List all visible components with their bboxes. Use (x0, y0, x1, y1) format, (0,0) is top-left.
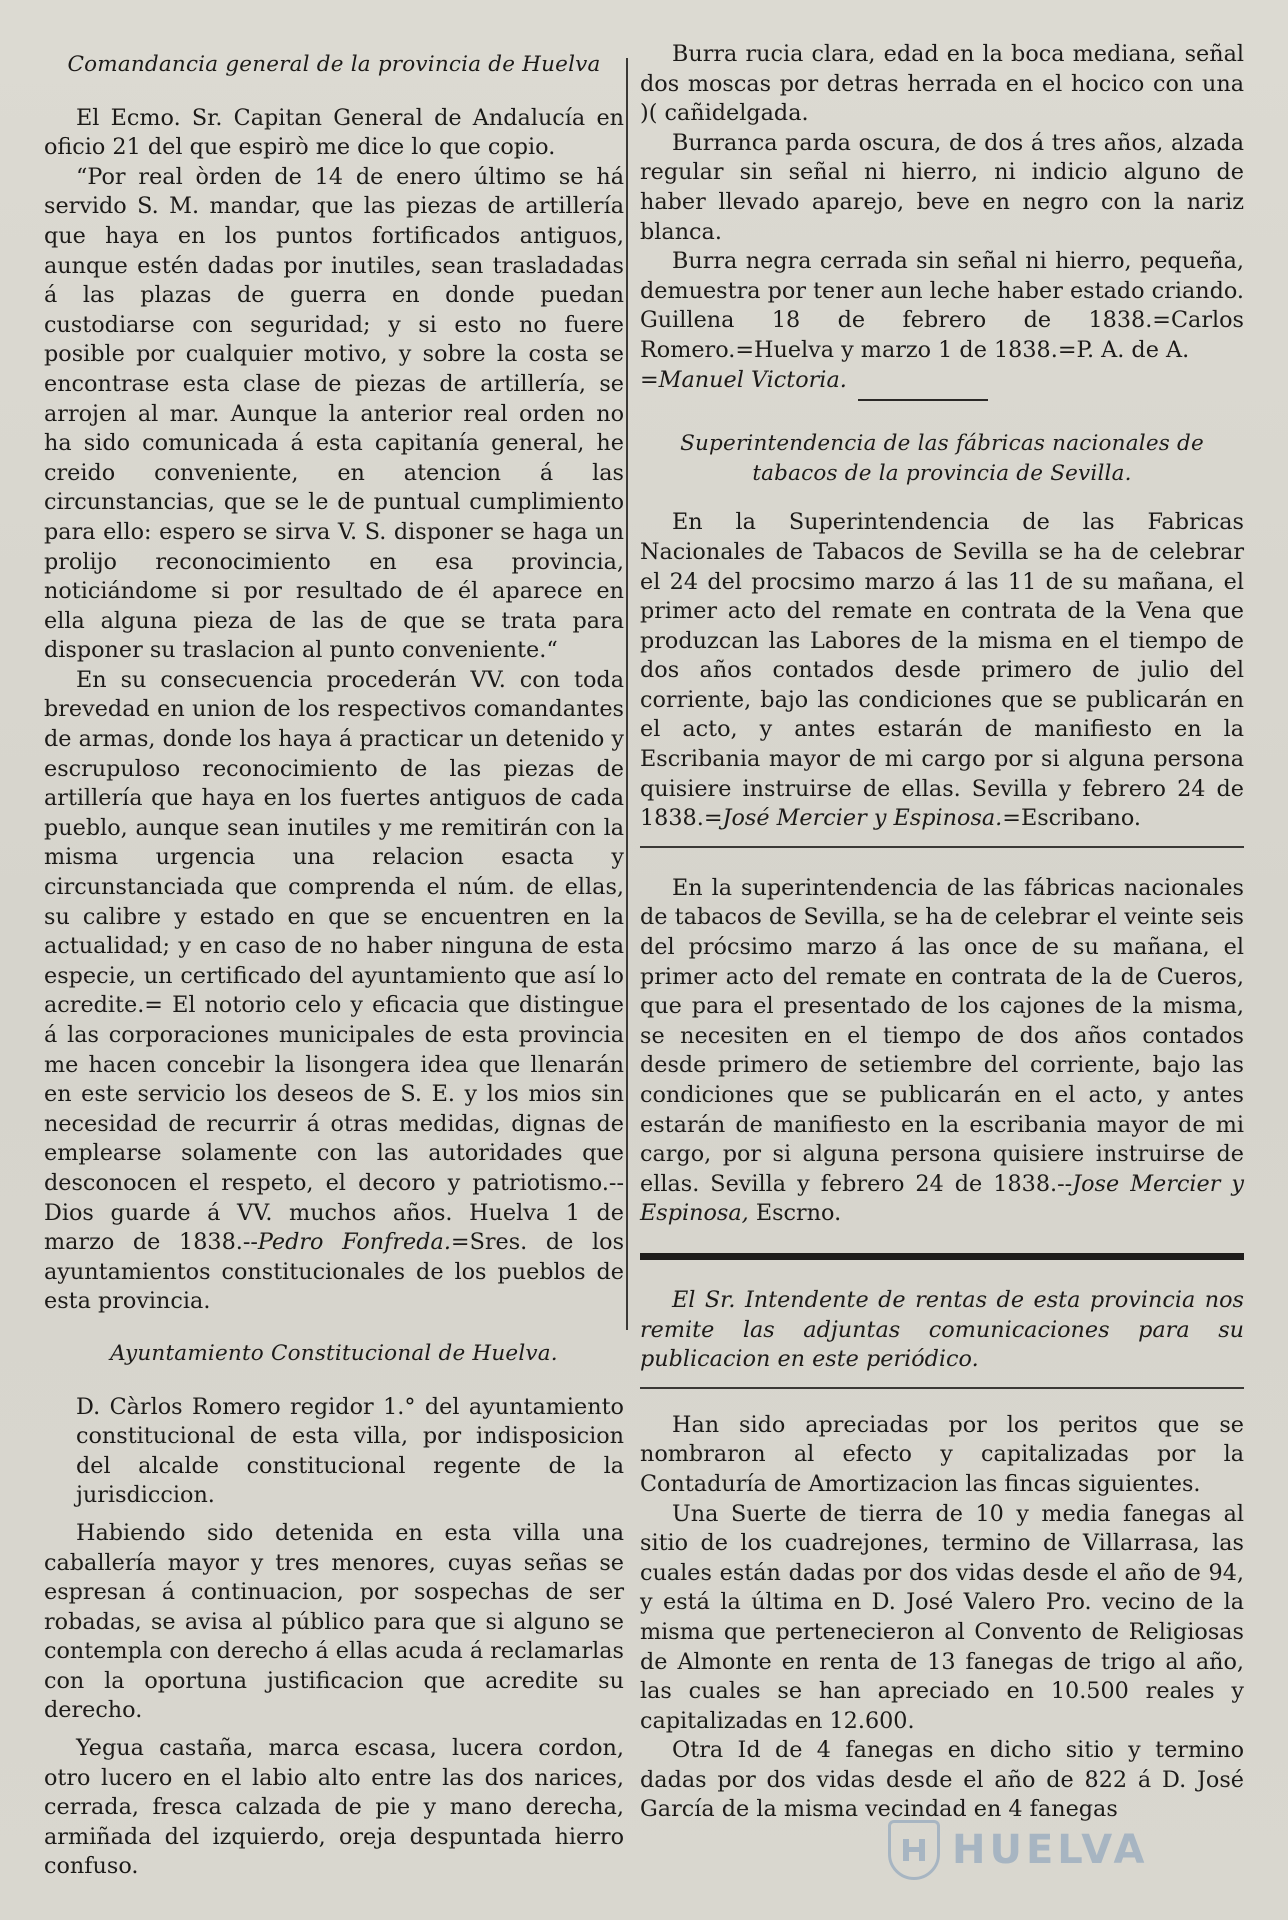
archive-watermark (888, 1820, 1148, 1880)
paragraph (44, 666, 624, 1317)
heading-ayuntamiento: Ayuntamiento Constitucional de Huelva. (110, 1340, 558, 1366)
shield-icon (888, 1820, 940, 1880)
paragraph: Otra Id de 4 fanegas en dicho sitio y termino dadas por dos vidas desde el año de 822 á D. José García de la misma vecindad en 4 fanegas (640, 1737, 1244, 1823)
paragraph (640, 508, 1244, 834)
paragraph-text: =Sres. de los ayuntamientos constitucionales de los pueblos de esta provincia. (44, 1229, 625, 1315)
column-divider (626, 58, 628, 1330)
paragraph: Habiendo sido detenida en esta villa una caballería mayor y tres menores, cuyas señas se espresan á continuacion, por sospechas de ser robadas, se avisa al público para que si alguno se contempla con derecho á ellas acuda á reclamarlas con la oportuna justificacion que acredite su derecho. (44, 1519, 624, 1724)
separator-thick-rule (640, 1253, 1244, 1260)
signature: Pedro Fonfreda. (257, 1229, 451, 1256)
section-tabacos (640, 419, 1244, 848)
left-column (44, 40, 624, 1882)
paragraph: El Ecmo. Sr. Capitan General de Andalucía en oficio 21 del que espirò me dice lo que copio. (44, 104, 624, 161)
watermark-text: HUELVA (952, 1827, 1149, 1873)
separator-rule (858, 399, 988, 401)
paragraph-text: Burra negra cerrada sin señal ni hierro, pequeña, demuestra por tener aun leche haber estado criando. Guillena 18 de febrero de 1838.=Carlos Romero.=Huelva y marzo 1 de 1838.=P. A. de A. (640, 248, 1244, 363)
heading-comandancia: Comandancia general de la provincia de Huelva (67, 52, 601, 77)
signature-line (640, 366, 1244, 396)
paragraph-text: =Escribano. (1002, 805, 1141, 832)
paragraph: Burranca parda oscura, de dos á tres años, alzada regular sin señal ni hierro, ni indicio alguno de haber llevado aparejo, beve en negro con la nariz blanca. (640, 129, 1244, 245)
paragraph (640, 247, 1244, 365)
paragraph-text: En la Superintendencia de las Fabricas Nacionales de Tabacos de Sevilla se ha de celebrar el 24 del procsimo marzo á las 11 de su mañana, el primer acto del remate en contrata de la Vena que produzcan las Labores de la misma en el tiempo de dos años contados desde primero de julio del corriente, bajo las condiciones que se publicarán en el acto, y antes estarán de manifiesto en la Escribania mayor de mi cargo por si alguna persona quisiere instruirse de ellas. Sevilla y febrero 24 de 1838.= (640, 509, 1244, 832)
paragraph-quoted-order: “Por real òrden de 14 de enero último se há servido S. M. mandar, que las piezas de artillería que haya en los puntos fortificados antiguos, aunque estén dadas por inutiles, sean trasladadas á las plazas de guerra en donde puedan custodiarse con seguridad; y si esto no fuere posible por cualquier motivo, y sobre la costa se encontrase esta clase de piezas de artillería, se arrojen al mar. Aunque la anterior real orden no ha sido comunicada á esta capitanía general, he creido conveniente, en atencion á las circunstancias, que se le de puntual cumplimiento para ello: espero se sirva V. S. disponer se haga un prolijo reconocimiento en esa provincia, noticiándome si por resultado de él aparece en ella alguna pieza de las de que se trata para disponer su traslacion al punto conveniente.“ (44, 163, 624, 664)
paragraph: Burra rucia clara, edad en la boca mediana, señal dos moscas por detras herrada en el hocico con una )( cañidelgada. (640, 41, 1244, 127)
paragraph-text: En su consecuencia procederán VV. con toda brevedad en union de los respectivos comandantes de armas, donde los haya á practicar un detenido y escrupuloso reconocimiento de las piezas de artillería que haya en los fuertes antiguos de cada pueblo, aunque sean inutiles y me remitirán con la misma urgencia una relacion esacta y circunstanciada que comprenda el núm. de ellas, su calibre y estado en que se encuentren en la actualidad; y en caso de no haber ninguna de esta especie, un certificado del ayuntamiento que así lo acredite.= El notorio celo y eficacia que distingue á las corporaciones municipales de esta provincia me hacen concebir la lisongera idea que llenarán en este servicio los deseos de S. E. y los mios sin necesidad de recurrir á otras medidas, dignas de emplearse solamente con las autoridades que desconocen el respeto, el decoro y patriotismo.--Dios guarde á VV. muchos años. Huelva 1 de marzo de 1838.-- (44, 666, 624, 1256)
signature: Jose Mercier y Espinosa, (640, 1170, 1244, 1227)
paragraph (640, 874, 1244, 1229)
paragraph: Han sido apreciadas por los peritos que se nombraron al efecto y capitalizadas por la Contaduría de Amortizacion las fincas siguientes. (640, 1411, 1244, 1497)
signature: José Mercier y Espinosa. (722, 805, 1003, 832)
paragraph: Una Suerte de tierra de 10 y media fanegas al sitio de los cuadrejones, termino de Villarrasa, las cuales están dadas por dos vidas desde el año de 94, y está la última en D. José Valero Pro. vecino de la misma que pertenecieron al Convento de Religiosas de Almonte en renta de 13 fanegas de trigo al año, las cuales se han apreciado en 10.500 reales y capitalizadas en 12.600. (640, 1500, 1244, 1734)
paragraph: Yegua castaña, marca escasa, lucera cordon, otro lucero en el labio alto entre las dos narices, cerrada, fresca calzada de pie y mano derecha, armiñada del izquierdo, oreja despuntada hierro confuso. (44, 1735, 624, 1880)
notice-intendente (640, 1286, 1244, 1389)
paragraph-text: Escrno. (748, 1200, 842, 1227)
notice-heading: El Sr. Intendente de rentas de esta provincia nos remite las adjuntas comunicaciones para su publicacion en este periódico. (640, 1286, 1244, 1373)
heading-superintendencia: Superintendencia de las fábricas nacionales de tabacos de la provincia de Sevilla. (680, 431, 1204, 486)
signature: =Manuel Victoria. (640, 366, 847, 393)
paragraph: D. Càrlos Romero regidor 1.° del ayuntamiento constitucional de esta villa, por indisposicion del alcalde constitucional regente de la jurisdiccion. (76, 1393, 624, 1509)
right-column (640, 40, 1244, 1825)
paragraph-text: En la superintendencia de las fábricas nacionales de tabacos de Sevilla, se ha de celebrar el veinte seis del prócsimo marzo á las once de su mañana, el primer acto del remate en contrata de la de Cueros, que para el presentado de los cajones de la misma, se necesiten en el tiempo de dos años contados desde primero de setiembre del corriente, bajo las condiciones que se publicarán en el acto, y antes estarán de manifiesto en la escribania mayor de mi cargo, por si alguna persona quisiere instruirse de ellas. Sevilla y febrero 24 de 1838.-- (640, 874, 1244, 1197)
